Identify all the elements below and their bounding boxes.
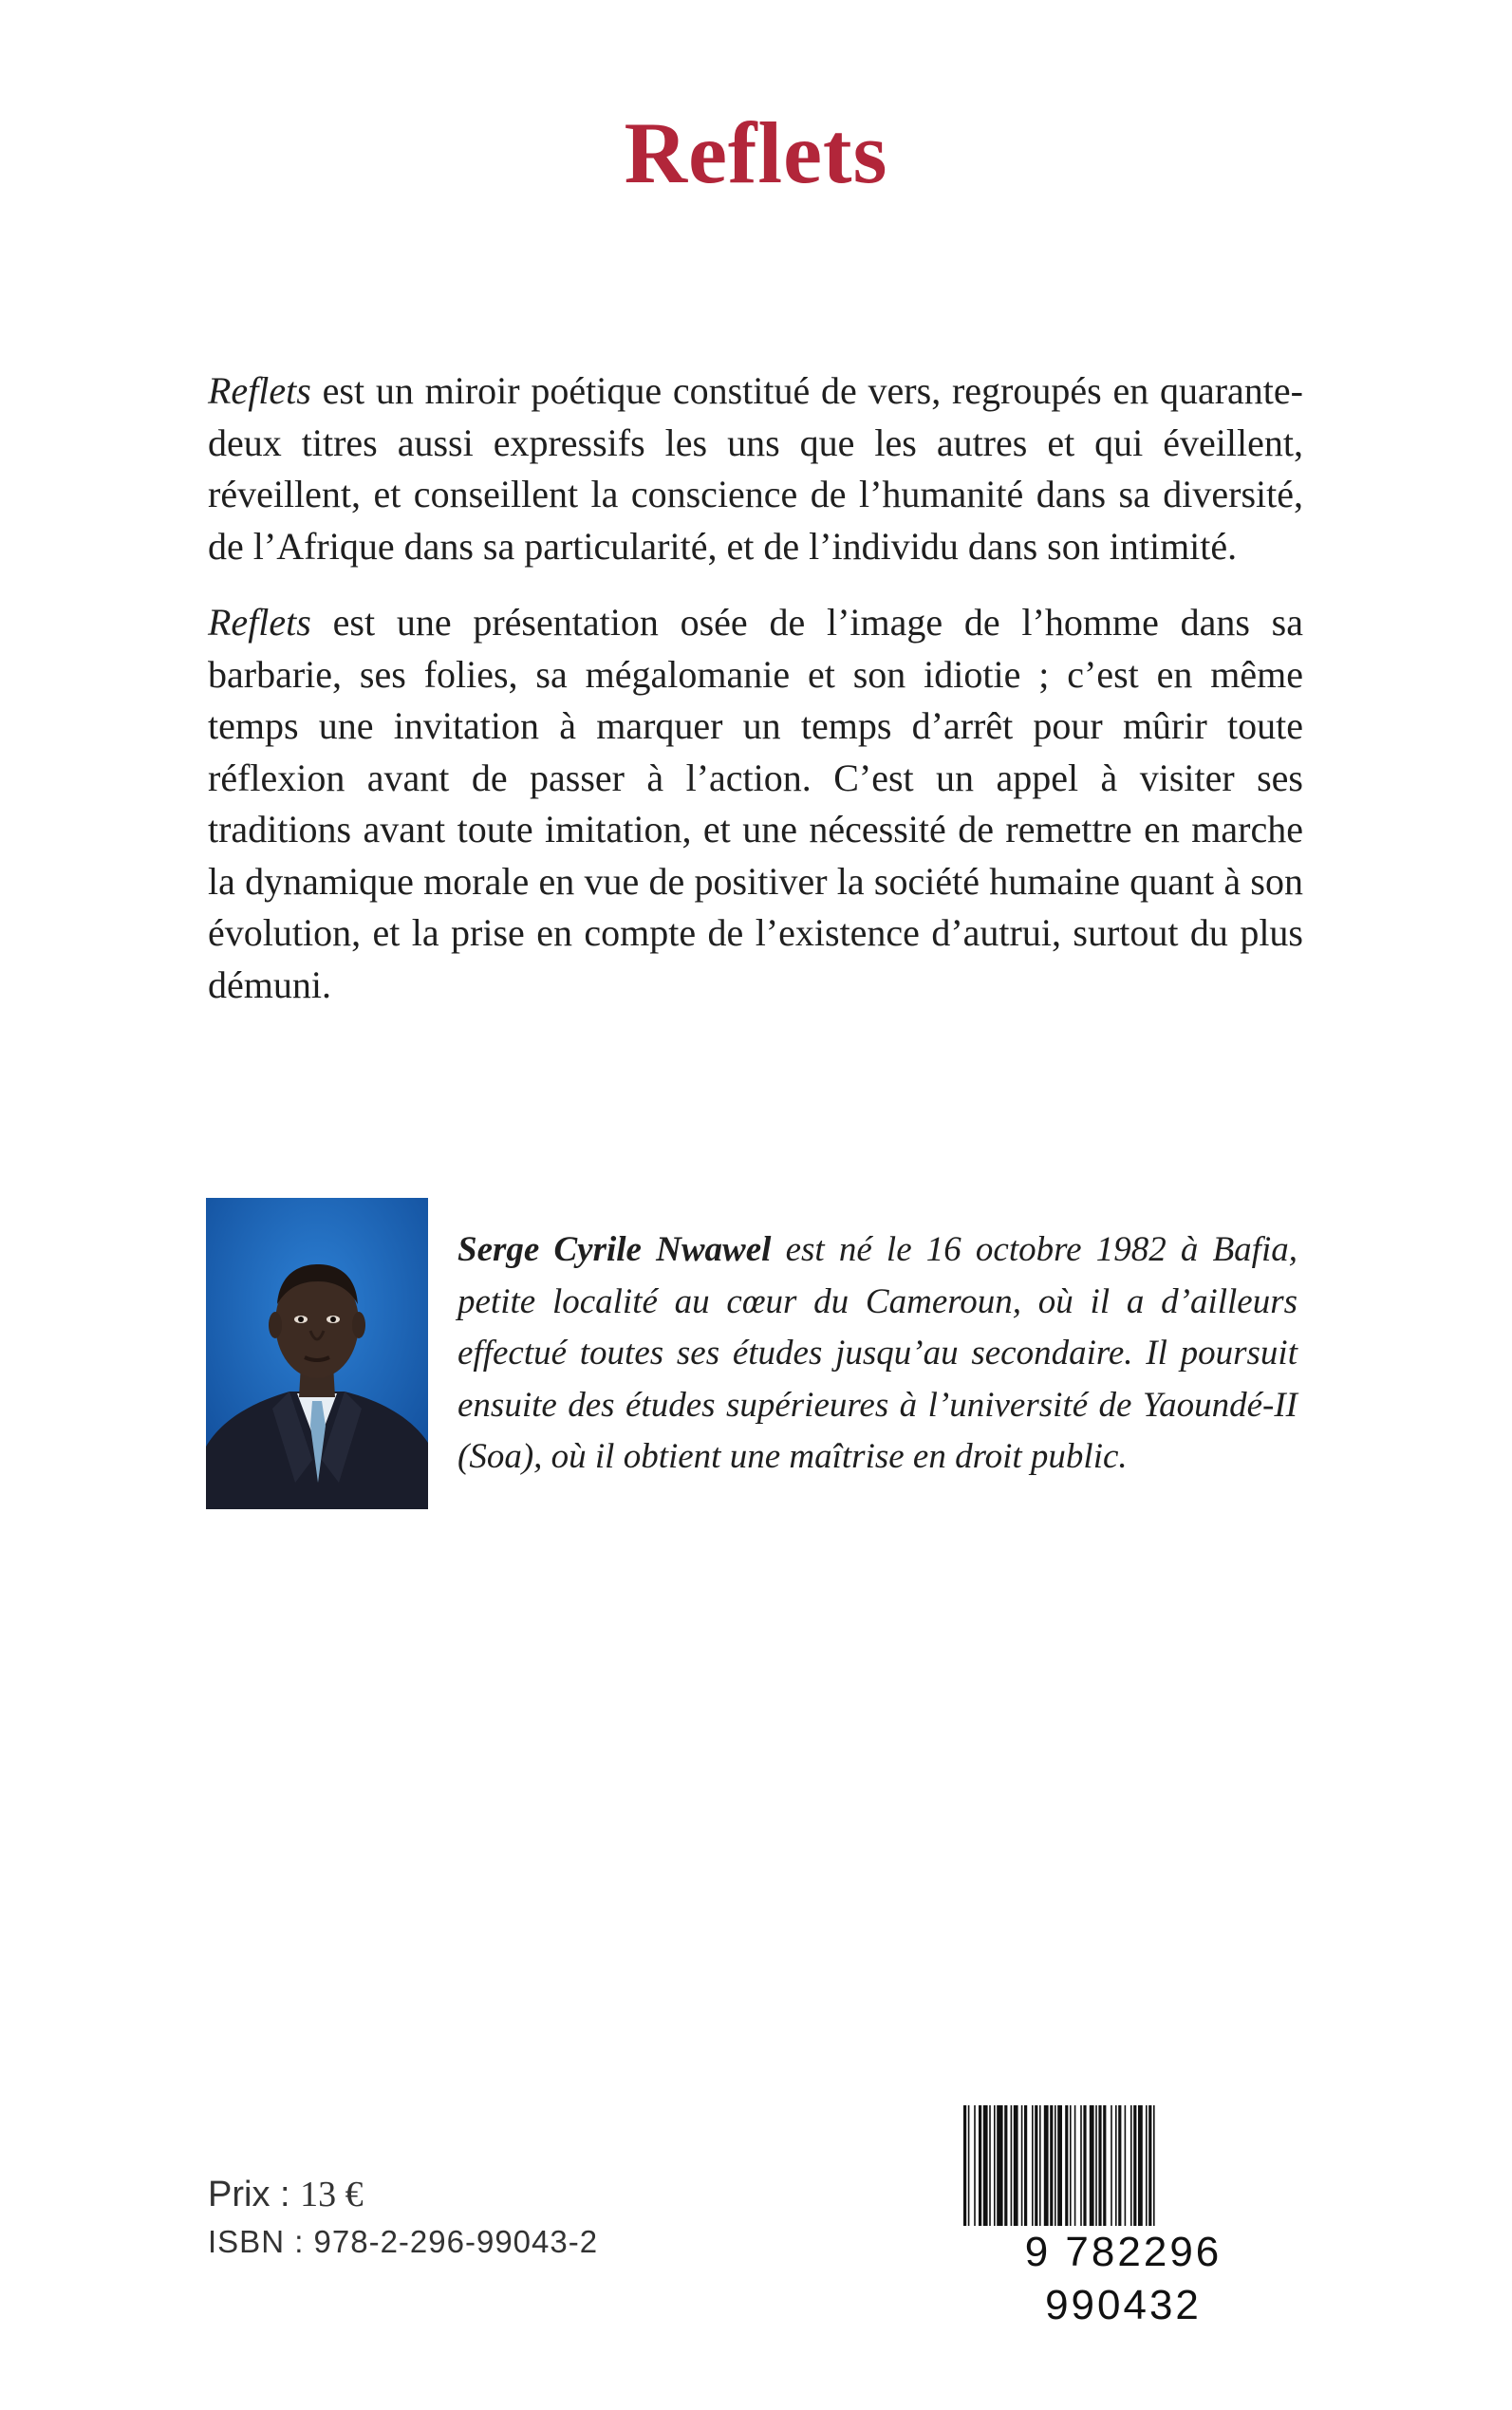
- barcode-bar: [968, 2105, 970, 2238]
- blurb-text-2: est une présentation osée de l’image de l’homme dans sa barbarie, ses folies, sa mégalomanie et son idiotie ; c’est en même temps une invitation à marquer un temps d’arrêt pour mûrir toute réflexion avant de passer à l’action. C’est un appel à visiter ses traditions avant toute imitation, et une nécessité de remettre en marche la dynamique morale en vue de positiver la société humaine quant à son évolution, et la prise en compte de l’existence d’autrui, surtout du plus démuni.: [208, 601, 1303, 1006]
- barcode-bar: [1153, 2105, 1155, 2238]
- barcode-bar: [1070, 2105, 1072, 2238]
- barcode-bar: [1004, 2105, 1007, 2238]
- author-portrait-image: [206, 1198, 428, 1509]
- barcode-bar: [1125, 2105, 1127, 2238]
- blurb-title-ref-2: Reflets: [208, 601, 311, 644]
- price-value: 13 €: [300, 2175, 364, 2214]
- barcode-bar: [1115, 2105, 1117, 2238]
- barcode-bar: [1057, 2105, 1062, 2238]
- back-cover-blurb: [208, 365, 1303, 1036]
- barcode-digits: 9 782296 990432: [958, 2226, 1289, 2332]
- barcode-bar: [1074, 2105, 1076, 2238]
- barcode-bar: [1080, 2105, 1082, 2238]
- barcode-bar: [1055, 2105, 1056, 2238]
- barcode-bar: [1090, 2105, 1094, 2238]
- barcode-bar: [1138, 2105, 1143, 2238]
- barcode-bar: [1021, 2105, 1023, 2238]
- barcode-bar: [963, 2105, 966, 2238]
- barcode-bar: [1103, 2105, 1106, 2238]
- price-line: [208, 2174, 364, 2215]
- barcode-bar: [1050, 2105, 1053, 2238]
- barcode-bar: [983, 2105, 988, 2238]
- author-name: Serge Cyrile Nwawel: [457, 1230, 772, 1269]
- barcode-bar: [1011, 2105, 1013, 2238]
- blurb-text-1: est un miroir poétique constitué de vers, regroupés en quarante-deux titres aussi expressifs les uns que les autres et qui éveillent, réveillent, et conseillent la conscience de l’humanité dans sa diversité, de l’Afrique dans sa particularité, et de l’individu dans son intimité.: [208, 369, 1303, 568]
- blurb-title-ref-1: Reflets: [208, 369, 311, 412]
- barcode-bar: [1032, 2105, 1034, 2238]
- barcode-bar: [1035, 2105, 1037, 2238]
- price-label: Prix :: [208, 2175, 301, 2214]
- blurb-paragraph-2: [208, 597, 1303, 1011]
- barcode-bar: [994, 2105, 996, 2238]
- barcode-bar: [1130, 2105, 1132, 2238]
- book-title: Reflets: [624, 104, 888, 201]
- barcode-bar: [974, 2105, 976, 2238]
- barcode-bar: [997, 2105, 1002, 2238]
- barcode-bar: [1083, 2105, 1086, 2238]
- barcode-bar: [1039, 2105, 1041, 2238]
- barcode-bar: [1111, 2105, 1112, 2238]
- barcode-bar: [1065, 2105, 1068, 2238]
- barcode-bar: [1024, 2105, 1027, 2238]
- barcode-bar: [1098, 2105, 1101, 2238]
- barcode-bar: [989, 2105, 991, 2238]
- barcode-bar: [979, 2105, 981, 2238]
- author-bio-text: est né le 16 octobre 1982 à Bafia, petite localité au cœur du Cameroun, où il a d’ailleurs effectué toutes ses études jusqu’au secondaire. Il poursuit ensuite des études supérieures à l’université de Yaoundé-II (Soa), où il obtient une maîtrise en droit public.: [457, 1230, 1297, 1476]
- barcode-bar: [1118, 2105, 1121, 2238]
- author-bio: [457, 1224, 1297, 1484]
- barcode-bar: [1044, 2105, 1049, 2238]
- barcode-bar: [1014, 2105, 1018, 2238]
- blurb-paragraph-1: [208, 365, 1303, 572]
- isbn-text: ISBN : 978-2-296-99043-2: [208, 2224, 599, 2259]
- barcode-bar: [1148, 2105, 1151, 2238]
- barcode-bar: [1146, 2105, 1148, 2238]
- barcode-bar: [1095, 2105, 1097, 2238]
- author-photo: [206, 1198, 428, 1509]
- barcode-bar: [1133, 2105, 1136, 2238]
